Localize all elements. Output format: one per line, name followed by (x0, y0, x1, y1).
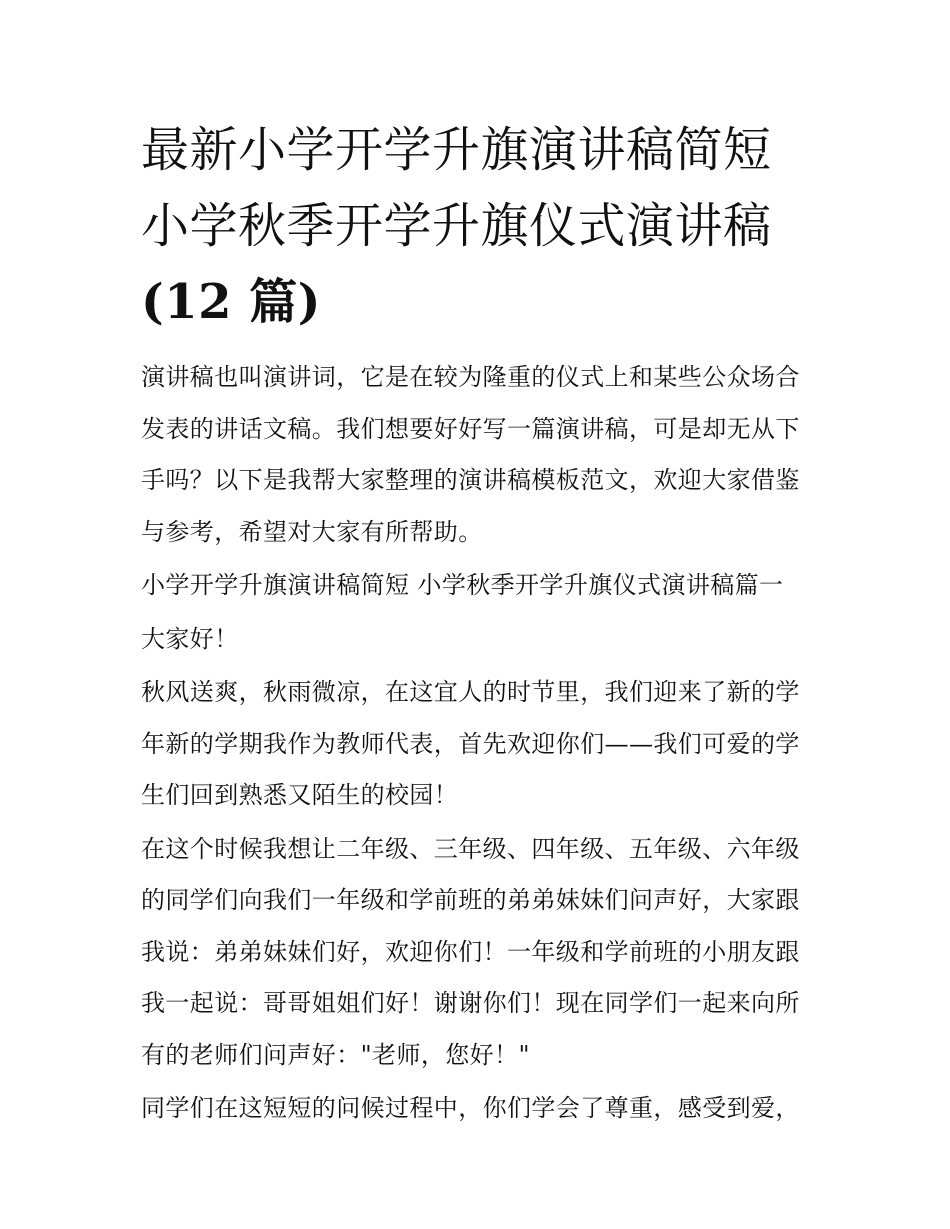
text-line: 演讲稿也叫演讲词，它是在较为隆重的仪式上和某些公众场合 (141, 363, 800, 391)
text-line: 我说：弟弟妹妹们好，欢迎你们！一年级和学前班的小朋友跟 (141, 937, 800, 966)
text-line: 在这个时候我想让二年级、三年级、四年级、五年级、六年级 (141, 834, 800, 863)
body-paragraph (141, 667, 813, 822)
document-body (141, 352, 813, 1135)
text-line: 年新的学期我作为教师代表，首先欢迎你们——我们可爱的学 (141, 729, 800, 758)
text-line: 生们回到熟悉又陌生的校园！ (141, 781, 459, 809)
text-line: 的同学们向我们一年级和学前班的弟弟妹妹们问声好，大家跟 (141, 886, 800, 914)
text-line: 秋风送爽，秋雨微凉，在这宜人的时节里，我们迎来了新的学 (141, 678, 800, 706)
document-title (141, 112, 813, 340)
text-line: 小学开学升旗演讲稿简短 小学秋季开学升旗仪式演讲稿篇一 (141, 571, 784, 599)
text-line: 发表的讲话文稿。我们想要好好写一篇演讲稿，可是却无从下 (141, 414, 800, 443)
text-line: 手吗？以下是我帮大家整理的演讲稿模板范文，欢迎大家借鉴 (141, 466, 800, 494)
text-line: 与参考，希望对大家有所帮助。 (141, 517, 483, 546)
body-paragraph (141, 1083, 813, 1135)
text-line: 我一起说：哥哥姐姐们好！谢谢你们！现在同学们一起来向所 (141, 989, 800, 1017)
greeting-paragraph (141, 614, 813, 666)
title-line: (12 篇) (141, 274, 321, 330)
title-line: 最新小学开学升旗演讲稿简短 (141, 122, 772, 178)
text-line: 大家好！ (141, 624, 239, 653)
document-content (141, 112, 813, 1137)
intro-paragraph (141, 352, 813, 558)
text-line: 同学们在这短短的问候过程中，你们学会了尊重，感受到爱， (141, 1094, 800, 1122)
text-line: 有的老师们问声好："老师，您好！" (141, 1040, 530, 1069)
section-heading (141, 560, 813, 612)
body-paragraph (141, 824, 813, 1082)
title-line: 小学秋季开学升旗仪式演讲稿 (141, 198, 772, 254)
